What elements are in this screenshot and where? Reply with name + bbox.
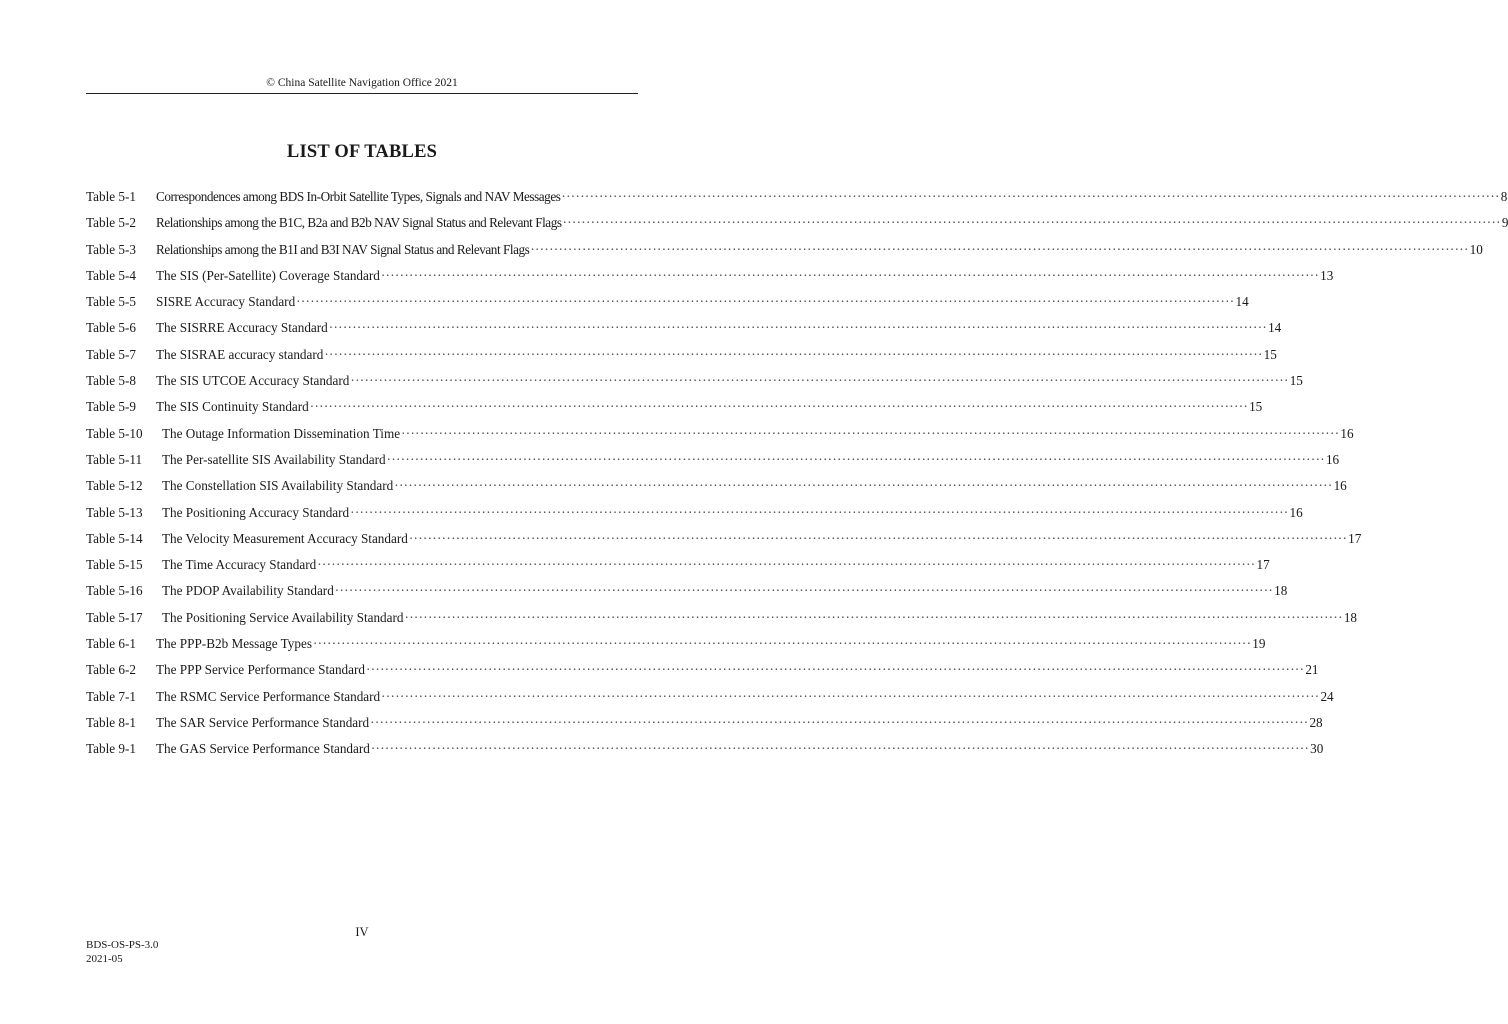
- toc-entry[interactable]: [86, 267, 1334, 294]
- toc-entry[interactable]: [86, 662, 1319, 688]
- dot-leader: ········································································································································································································: [350, 373, 1289, 389]
- table-list: [86, 189, 1508, 768]
- entry-title: The SISRAE accuracy standard: [156, 346, 324, 362]
- dot-leader: ········································································································································································································: [312, 636, 1252, 652]
- entry-title: The SIS (Per-Satellite) Coverage Standard: [156, 267, 380, 283]
- entry-number: Table 5-17: [86, 609, 143, 625]
- entry-page: 17: [1348, 530, 1362, 546]
- dot-leader: ········································································································································································································: [328, 320, 1268, 336]
- dot-leader: ········································································································································································································: [561, 189, 1500, 204]
- entry-title: The RSMC Service Performance Standard: [156, 688, 381, 704]
- entry-number: Table 5-2: [86, 215, 136, 231]
- entry-page: 19: [1252, 636, 1266, 652]
- entry-title: The GAS Service Performance Standard: [156, 741, 370, 757]
- dot-leader: ········································································································································································································: [404, 609, 1343, 625]
- entry-page: 18: [1274, 583, 1288, 599]
- page-title: LIST OF TABLES: [286, 142, 438, 162]
- dot-leader: ········································································································································································································: [381, 688, 1320, 704]
- entry-number: Table 5-11: [86, 451, 143, 467]
- entry-page: 13: [1320, 267, 1334, 283]
- page-footer: [86, 938, 158, 966]
- entry-page: 21: [1305, 662, 1319, 678]
- entry-number: Table 6-2: [86, 662, 136, 678]
- toc-entry[interactable]: [86, 636, 1266, 662]
- entry-number: Table 5-1: [86, 189, 136, 204]
- entry-title: The Positioning Accuracy Standard: [162, 504, 350, 520]
- entry-title: The SIS Continuity Standard: [156, 399, 309, 415]
- entry-number: Table 5-6: [86, 320, 136, 336]
- entry-page: 16: [1333, 478, 1347, 494]
- entry-number: Table 8-1: [86, 714, 136, 730]
- dot-leader: ········································································································································································································: [366, 662, 1305, 678]
- toc-entry[interactable]: [86, 320, 1282, 346]
- entry-page: 14: [1268, 320, 1282, 336]
- entry-page: 8: [1500, 189, 1508, 204]
- entry-page: 10: [1469, 241, 1483, 257]
- toc-entry[interactable]: [86, 451, 1340, 478]
- footer-date: 2021-05: [86, 953, 123, 965]
- dot-leader: ········································································································································································································: [562, 215, 1501, 231]
- toc-entry[interactable]: [86, 294, 1249, 320]
- toc-entry[interactable]: [86, 425, 1354, 452]
- entry-title: The SISRRE Accuracy Standard: [156, 320, 328, 336]
- entry-number: Table 5-10: [86, 425, 143, 441]
- toc-entry[interactable]: [86, 373, 1303, 399]
- entry-page: 16: [1325, 451, 1340, 467]
- entry-title: The Per-satellite SIS Availability Standard: [162, 451, 386, 467]
- dot-leader: ········································································································································································································: [370, 714, 1309, 730]
- dot-leader: ········································································································································································································: [317, 557, 1256, 573]
- entry-page: 17: [1256, 557, 1270, 573]
- entry-title: SISRE Accuracy Standard: [156, 294, 296, 310]
- entry-page: 14: [1235, 294, 1249, 310]
- entry-number: Table 5-16: [86, 583, 143, 599]
- toc-entry[interactable]: [86, 583, 1288, 609]
- entry-number: Table 6-1: [86, 636, 136, 652]
- entry-number: Table 5-13: [86, 504, 143, 520]
- entry-number: Table 9-1: [86, 741, 136, 757]
- entry-page: 9: [1501, 215, 1508, 231]
- entry-page: 15: [1249, 399, 1263, 415]
- entry-number: Table 5-15: [86, 557, 143, 573]
- toc-entry[interactable]: [86, 346, 1277, 373]
- entry-number: Table 5-12: [86, 478, 143, 494]
- entry-number: Table 5-9: [86, 399, 136, 415]
- entry-number: Table 5-5: [86, 294, 136, 310]
- entry-page: 16: [1340, 425, 1354, 441]
- toc-entry[interactable]: [86, 215, 1508, 241]
- header-copyright: © China Satellite Navigation Office 2021: [266, 77, 458, 89]
- entry-page: 15: [1289, 373, 1303, 389]
- dot-leader: ········································································································································································································: [350, 504, 1289, 520]
- toc-entry[interactable]: [86, 530, 1362, 557]
- page-number: IV: [355, 925, 369, 939]
- dot-leader: ········································································································································································································: [386, 451, 1325, 467]
- dot-leader: ········································································································································································································: [401, 425, 1340, 441]
- dot-leader: ········································································································································································································: [530, 241, 1469, 257]
- dot-leader: ········································································································································································································: [394, 478, 1333, 494]
- entry-number: Table 7-1: [86, 688, 136, 704]
- toc-entry[interactable]: [86, 399, 1263, 425]
- entry-number: Table 5-4: [86, 267, 136, 283]
- entry-title: The PDOP Availability Standard: [162, 583, 334, 599]
- toc-entry[interactable]: [86, 688, 1334, 715]
- toc-entry[interactable]: [86, 741, 1324, 767]
- toc-entry[interactable]: [86, 609, 1357, 636]
- toc-entry[interactable]: [86, 557, 1270, 583]
- entry-number: Table 5-3: [86, 241, 136, 257]
- dot-leader: ········································································································································································································: [370, 741, 1310, 757]
- entry-title: The Outage Information Dissemination Time: [162, 425, 401, 441]
- entry-title: Relationships among the B1C, B2a and B2b NAV Signal Status and Relevant Flags: [156, 215, 562, 231]
- entry-page: 16: [1289, 504, 1303, 520]
- dot-leader: ········································································································································································································: [309, 399, 1249, 415]
- entry-page: 30: [1310, 741, 1324, 757]
- entry-title: The PPP-B2b Message Types: [156, 636, 312, 652]
- entry-page: 15: [1263, 346, 1277, 362]
- entry-title: Relationships among the B1I and B3I NAV Signal Status and Relevant Flags: [156, 241, 530, 257]
- footer-doc-id: BDS-OS-PS-3.0: [86, 939, 159, 951]
- entry-number: Table 5-8: [86, 373, 136, 389]
- entry-title: The SIS UTCOE Accuracy Standard: [156, 373, 350, 389]
- entry-title: The Time Accuracy Standard: [162, 557, 317, 573]
- entry-title: The Positioning Service Availability Standard: [162, 609, 404, 625]
- dot-leader: ········································································································································································································: [408, 530, 1348, 546]
- dot-leader: ········································································································································································································: [324, 346, 1263, 362]
- entry-page: 28: [1309, 714, 1323, 730]
- dot-leader: ········································································································································································································: [296, 294, 1235, 310]
- toc-entry[interactable]: [86, 478, 1347, 504]
- entry-title: The Constellation SIS Availability Standard: [162, 478, 394, 494]
- toc-entry[interactable]: [86, 504, 1303, 531]
- entry-number: Table 5-7: [86, 346, 136, 362]
- entry-page: 24: [1320, 688, 1334, 704]
- dot-leader: ········································································································································································································: [380, 267, 1320, 283]
- entry-page: 18: [1343, 609, 1357, 625]
- entry-title: The Velocity Measurement Accuracy Standard: [162, 530, 408, 546]
- toc-entry[interactable]: [86, 189, 1508, 215]
- entry-title: Correspondences among BDS In-Orbit Satellite Types, Signals and NAV Messages: [156, 189, 561, 204]
- entry-title: The SAR Service Performance Standard: [156, 714, 370, 730]
- dot-leader: ········································································································································································································: [334, 583, 1274, 599]
- toc-entry[interactable]: [86, 714, 1323, 741]
- entry-title: The PPP Service Performance Standard: [156, 662, 365, 678]
- page-header: [86, 76, 638, 94]
- entry-number: Table 5-14: [86, 530, 143, 546]
- toc-entry[interactable]: [86, 241, 1483, 268]
